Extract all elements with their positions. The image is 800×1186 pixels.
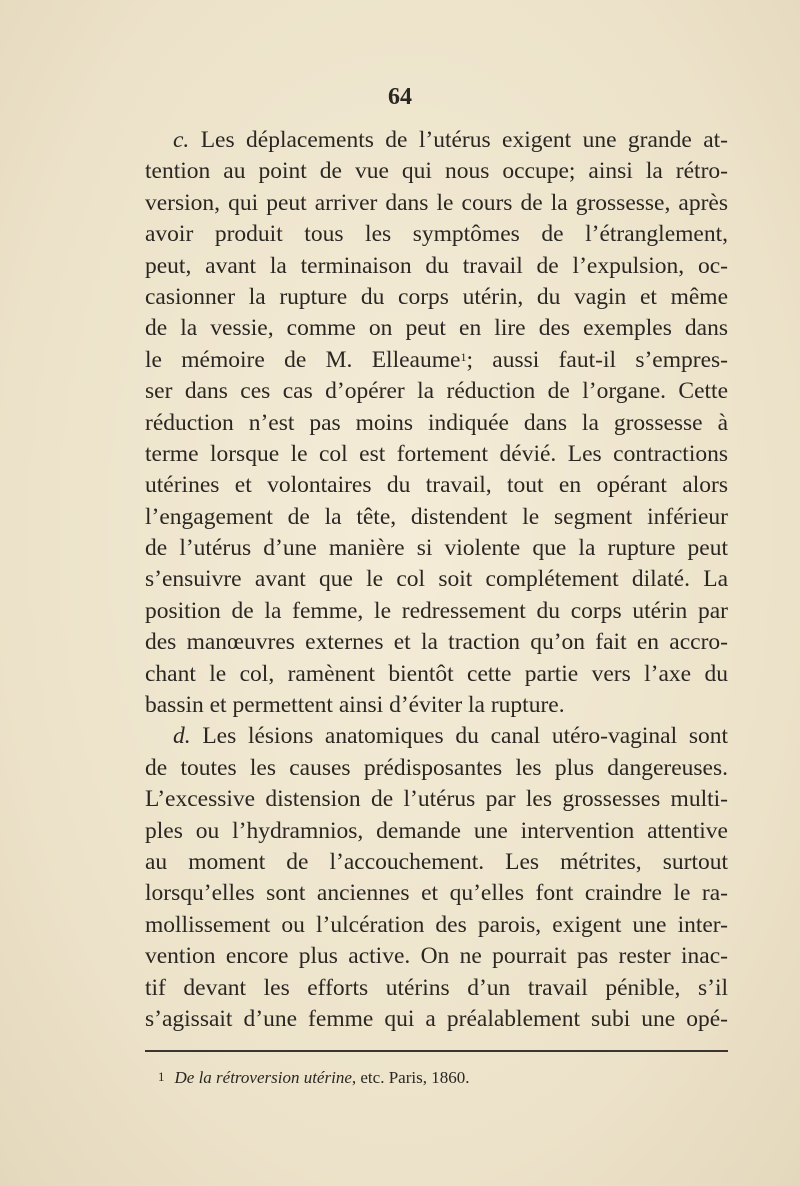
footnote-number: 1 [158,1069,165,1084]
paragraph-c-line: des manœuvres externes et la traction qu’on fait en accro- [145,629,728,656]
paragraph-c-line: de l’utérus d’une manière si violente que la rupture peut [145,535,728,562]
paragraph-c-line: utérines et volontaires du travail, tout en opérant alors [145,472,728,499]
body-text [145,125,728,1035]
paragraph-c-line: version, qui peut arriver dans le cours de la grossesse, après [145,189,728,216]
paragraph-d-line: tif devant les efforts utérins d’un travail pénible, s’il [145,974,728,1001]
paragraph-c-line: peut, avant la terminaison du travail de l’expulsion, oc- [145,252,728,279]
paragraph-c-line: de la vessie, comme on peut en lire des exemples dans [145,315,728,342]
paragraph-d-line: mollissement ou l’ulcération des parois, exigent une inter- [145,911,728,938]
paragraph-c-line: s’ensuivre avant que le col soit complétement dilaté. La [145,566,728,593]
paragraph-c-line [145,345,728,376]
footnote-reference: 1 [460,349,467,364]
paragraph-d-line: ples ou l’hydramnios, demande une intervention attentive [145,817,728,844]
paragraph-d-line: de toutes les causes prédisposantes les plus dangereuses. [145,754,728,781]
footnote-separator [145,1050,728,1052]
page-number: 64 [388,84,412,110]
paragraph-c-line: ser dans ces cas d’opérer la réduction de l’organe. Cette [145,378,728,405]
paragraph-c-lead: c. [173,127,190,153]
paragraph-c-line: position de la femme, le redressement du corps utérin par [145,597,728,624]
paragraph-d-line [145,721,728,752]
paragraph-d-first-line: Les lésions anatomiques du canal utéro-vaginal sont [190,723,728,750]
paragraph-d-line: au moment de l’accouchement. Les métrites, surtout [145,848,728,875]
paragraph-c-line: chant le col, ramènent bientôt cette partie vers l’axe du [145,660,728,687]
paragraph-c-line: l’engagement de la tête, distendent le segment inférieur [145,503,728,530]
paragraph-c-line: tention au point de vue qui nous occupe; ainsi la rétro- [145,158,728,185]
footnote [158,1066,469,1089]
paragraph-c-line: réduction n’est pas moins indiquée dans la grossesse à [145,409,728,436]
paragraph-d-lead: d. [173,723,191,750]
footnote-title: De la rétroversion utérine [174,1068,352,1087]
paragraph-c-first-line: Les déplacements de l’utérus exigent une grande at- [189,127,728,153]
paragraph-d-line: s’agissait d’une femme qui a préalablement subi une opé- [145,1005,728,1032]
paragraph-d-line: vention encore plus active. On ne pourrait pas rester inac- [145,943,728,970]
paragraph-c-line: avoir produit tous les symptômes de l’étranglement, [145,221,728,248]
paragraph-c-line [145,125,728,156]
paragraph-d-line: L’excessive distension de l’utérus par les grossesses multi- [145,786,728,813]
paragraph-c-last-line: bassin et permettent ainsi d’éviter la rupture. [145,692,565,719]
footnote-rest: , etc. Paris, 1860. [351,1068,470,1087]
note-line-text-after: ; aussi faut-il s’empres- [466,346,728,373]
paragraph-c-line: casionner la rupture du corps utérin, du vagin et même [145,283,728,310]
note-line-text: le mémoire de M. Elleaume [145,346,461,373]
paragraph-d-line: lorsqu’elles sont anciennes et qu’elles font craindre le ra- [145,880,728,907]
paragraph-c-line: terme lorsque le col est fortement dévié. Les contractions [145,440,728,467]
